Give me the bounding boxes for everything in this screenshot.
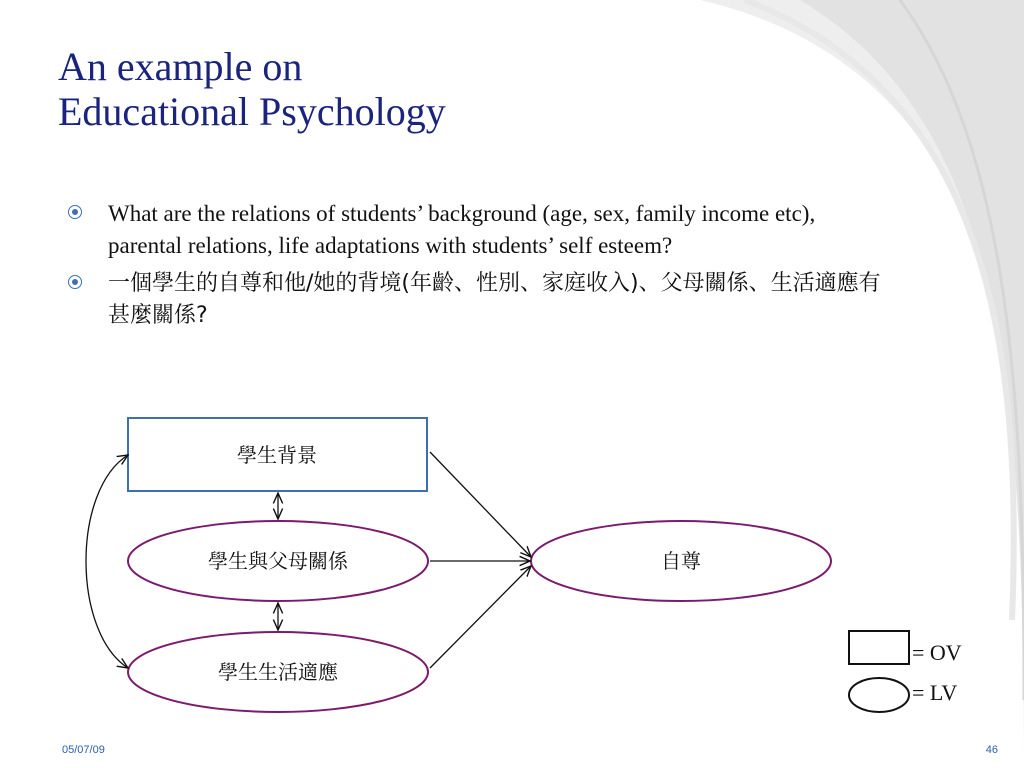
legend-latent-label: = LV [912, 680, 958, 705]
title-line-2: Educational Psychology [58, 89, 446, 134]
footer-page-number: 46 [985, 744, 998, 756]
bullet-text-english: What are the relations of students’ background (age, sex, family income etc), parental relations, life adaptations with students’ self esteem? [108, 201, 816, 258]
title-line-1: An example on [58, 44, 303, 89]
legend-observed-box [849, 631, 909, 664]
node-background-label: 學生背景 [237, 443, 317, 467]
legend-observed-label: = OV [912, 640, 962, 665]
legend-latent-ellipse [849, 678, 909, 712]
node-adaptation-label: 學生生活適應 [218, 660, 338, 684]
footer-date: 05/07/09 [62, 744, 105, 756]
bullet-text-chinese: 一個學生的自尊和他/她的背境(年齡、性別、家庭收入)、父母關係、生活適應有甚麼關係? [108, 271, 881, 328]
node-parental-label: 學生與父母關係 [208, 549, 348, 573]
path-arrow-background-to-self-esteem [430, 452, 531, 557]
correlation-arrow-background-adaptation [86, 455, 128, 668]
node-self-esteem-label: 自尊 [661, 549, 701, 573]
path-arrow-adaptation-to-self-esteem [430, 566, 531, 668]
